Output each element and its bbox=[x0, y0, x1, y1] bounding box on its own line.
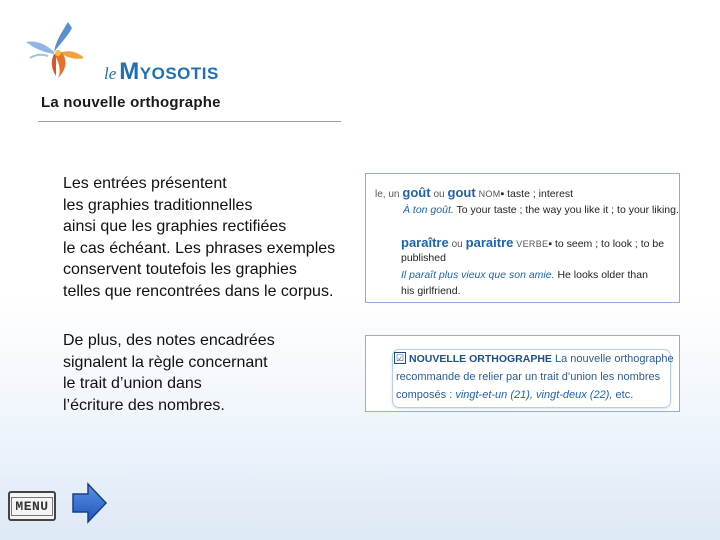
spelling-note-image bbox=[365, 335, 680, 412]
checkbox-icon: ☑ bbox=[395, 353, 405, 363]
entry2-headword-traditional: paraître bbox=[401, 235, 449, 250]
entry2-translation: He looks older than bbox=[557, 269, 648, 281]
entry1-headword-rectified: gout bbox=[447, 185, 476, 200]
note-line1-text: La nouvelle orthographe bbox=[555, 353, 674, 365]
entry2-headword-rectified: paraitre bbox=[465, 235, 514, 250]
dictionary-entry-image bbox=[365, 173, 680, 303]
spelling-note-callout bbox=[393, 350, 674, 407]
entry1-example: À ton goût. bbox=[403, 204, 454, 216]
flower-logo-icon bbox=[22, 18, 92, 80]
myosotis-logo bbox=[22, 18, 232, 85]
logo-wordmark bbox=[104, 58, 219, 86]
note-title: NOUVELLE ORTHOGRAPHE bbox=[409, 353, 552, 365]
note-line3-prefix: composés : bbox=[396, 389, 453, 401]
note-line1 bbox=[409, 351, 674, 369]
entry2-headline: paraître ou paraitre VERBE▪ to seem ; to look ; to be bbox=[401, 235, 665, 250]
menu-button-label: MENU bbox=[15, 498, 49, 514]
logo-prefix: le bbox=[104, 64, 117, 83]
entry2-or: ou bbox=[451, 239, 463, 250]
title-divider bbox=[38, 121, 341, 122]
paragraph-spellings: Les entrées présentent les graphies traditionnelles ainsi que les graphies rectifiées le cas échéant. Les phrases exemples conservent toutefois les graphies telles que rencontrées dans le corpus. bbox=[63, 175, 336, 300]
entry2-example-line bbox=[401, 269, 648, 281]
note-line3-example: vingt-et-un (21), vingt-deux (22), bbox=[455, 389, 613, 401]
entry1-headline: le, un goût ou gout NOM▪ taste ; interest bbox=[375, 185, 574, 200]
entry2-example: Il paraît plus vieux que son amie. bbox=[401, 269, 555, 281]
entry1-pos: NOM bbox=[478, 189, 501, 199]
note-line2: recommande de relier par un trait d’union les nombres bbox=[396, 371, 661, 383]
entry1-or: ou bbox=[433, 189, 445, 200]
paragraph-notes: De plus, des notes encadrées signalent la règle concernant le trait d’union dans l’écriture des nombres. bbox=[63, 332, 275, 414]
entry1-article: le, un bbox=[375, 189, 400, 200]
entry2-definition: to seem ; to look ; to be bbox=[554, 238, 665, 250]
entry2-definition-cont: published bbox=[401, 252, 446, 264]
menu-button[interactable] bbox=[8, 491, 56, 521]
note-line3-suffix: etc. bbox=[615, 389, 634, 401]
note-line3 bbox=[396, 387, 633, 405]
entry2-pos: VERBE bbox=[516, 239, 549, 249]
entry2-translation-cont: his girlfriend. bbox=[401, 285, 461, 297]
arrow-right-icon[interactable] bbox=[70, 482, 108, 524]
page-title: La nouvelle orthographe bbox=[41, 94, 221, 111]
logo-brand: Myosotis bbox=[119, 58, 219, 85]
entry1-example-line bbox=[403, 204, 679, 216]
entry1-translation: To your taste ; the way you like it ; to your liking. bbox=[456, 204, 679, 216]
entry1-headword-traditional: goût bbox=[402, 185, 431, 200]
entry1-definition: taste ; interest bbox=[507, 188, 574, 200]
